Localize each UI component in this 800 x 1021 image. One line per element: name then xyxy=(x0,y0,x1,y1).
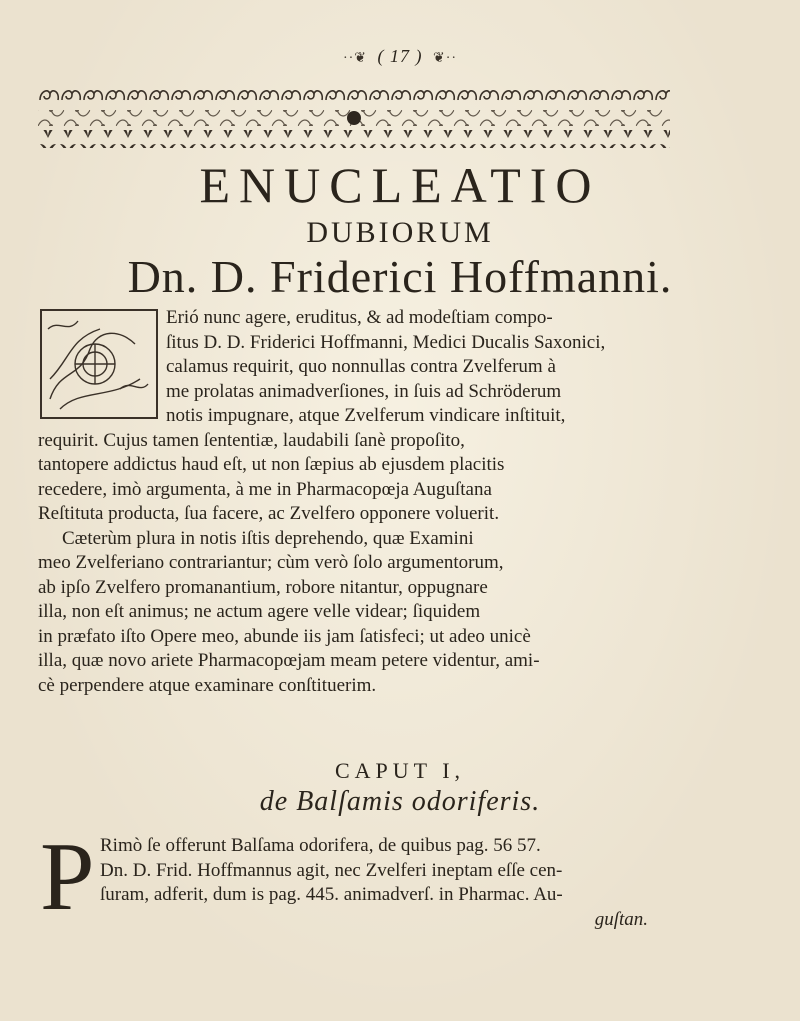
text-line: calamus requirit, quo nonnullas contra Zvelferum à xyxy=(166,356,556,377)
subtitle: DUBIORUM xyxy=(306,216,494,249)
text-line: Cæterùm plura in notis iſtis deprehendo, quæ Examini xyxy=(62,527,474,549)
text-line: ſuram, adferit, dum is pag. 445. animadverſ. in Pharmac. Au- xyxy=(100,884,563,905)
page-number: ( 17 ) xyxy=(377,46,423,66)
text-line: illa, non eſt animus; ne actum agere velle videar; ſiquidem xyxy=(38,601,481,622)
text-line: cè perpendere atque examinare conſtituerim. xyxy=(38,674,377,696)
text-line: recedere, imò argumenta, à me in Pharmacopœja Auguſtana xyxy=(38,478,492,500)
text-line: meo Zvelferiano contrariantur; cùm verò ſolo argumentorum, xyxy=(38,552,504,573)
chapter-paragraph xyxy=(38,834,678,932)
text-line: me prolatas animadverſiones, in ſuis ad Schröderum xyxy=(166,380,562,402)
text-line: ab ipſo Zvelfero promanantium, robore nitantur, oppugnare xyxy=(38,576,488,598)
text-line: ſitus D. D. Friderici Hoffmanni, Medici Ducalis Saxonici, xyxy=(166,331,606,353)
text-line: in præfato iſto Opere meo, abunde iis jam ſatisfeci; ut adeo unicè xyxy=(38,625,531,647)
chapter-heading: CAPUT I, xyxy=(334,758,466,783)
text-line: Rimò ſe offerunt Balſama odorifera, de quibus pag. 56 57. xyxy=(100,835,541,856)
text-line: notis impugnare, atque Zvelferum vindicare inſtituit, xyxy=(166,405,566,426)
text-line: illa, quæ novo ariete Pharmacopœjam meam petere videntur, ami- xyxy=(38,650,540,671)
text-line: requirit. Cujus tamen ſententiæ, laudabili ſanè propoſito, xyxy=(38,429,465,451)
left-ornament: ··❦ xyxy=(342,51,372,66)
headband-ornament xyxy=(38,86,670,150)
author-heading: Dn. D. Friderici Hoffmanni. xyxy=(127,251,673,302)
text-line: Dn. D. Frid. Hoffmannus agit, nec Zvelferi ineptam eſſe cen- xyxy=(100,859,563,881)
right-ornament: ❦·· xyxy=(428,51,458,66)
text-line: guſtan. xyxy=(594,908,648,930)
text-line: tantopere addictus haud eſt, ut non ſæpius ab ejusdem placitis xyxy=(38,454,505,475)
chapter-title: de Balſamis odoriferis. xyxy=(259,786,541,817)
drop-cap-initial: P xyxy=(40,823,95,931)
title: ENUCLEATIO xyxy=(199,157,601,213)
running-head xyxy=(0,46,800,67)
text-line: Erió nunc agere, eruditus, & ad modeſtiam compo- xyxy=(166,307,553,328)
text-line: Reſtituta producta, ſua facere, ac Zvelfero opponere voluerit. xyxy=(38,503,500,524)
opening-paragraph xyxy=(38,306,678,698)
